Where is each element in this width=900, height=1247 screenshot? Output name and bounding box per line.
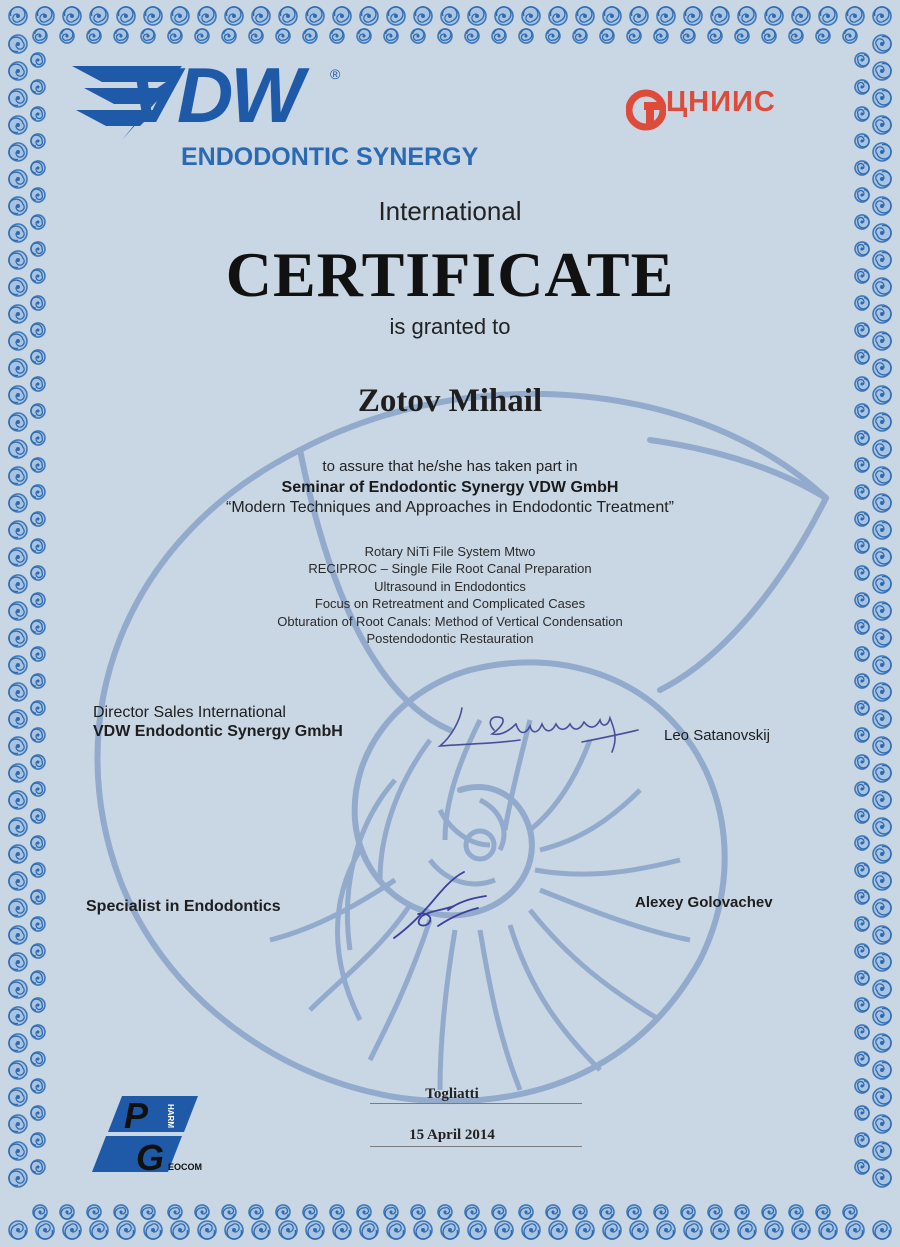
topic-item: Obturation of Root Canals: Method of Vertical Condensation [277,613,623,629]
topic-item: Postendodontic Restauration [366,631,534,647]
topics-list [0,543,900,647]
cniis-emblem-icon [626,88,666,132]
issue-date: 15 April 2014 [409,1127,495,1143]
pharm-logo-text-2: EOCOM [168,1162,203,1172]
signatory-1-name: Leo Satanovskij [664,727,770,744]
recipient-name: Zotov Mihail [357,383,543,419]
issue-place: Togliatti [425,1086,479,1102]
topic-item: Focus on Retreatment and Complicated Cases [314,596,586,612]
signatory-1-title [93,703,343,741]
seminar-name: Seminar of Endodontic Synergy VDW GmbH [281,479,619,496]
registered-mark: ® [330,66,341,82]
assure-text: to assure that he/she has taken part in [322,458,578,475]
signatory-1-organization: VDW Endodontic Synergy GmbH [93,723,343,740]
topic-item: Rotary NiTi File System Mtwo [364,544,536,559]
place-underline [370,1103,582,1104]
signatory-1-role: Director Sales International [93,704,286,721]
date-underline [370,1146,582,1147]
signatory-2-name: Alexey Golovachev [635,894,773,911]
cniis-logo-text: ЦНИИС [666,86,776,118]
topic-item: RECIPROC – Single File Root Canal Preparation [308,561,592,577]
signature-golovachev [388,866,498,946]
pharmgeocom-logo [92,1092,232,1182]
topic-item: Ultrasound in Endodontics [374,578,526,594]
course-title: “Modern Techniques and Approaches in Endodontic Treatment” [226,499,674,516]
certificate-title: CERTIFICATE [225,239,675,310]
vdw-tagline: ENDODONTIC SYNERGY [181,143,479,171]
title-pre: International [378,196,522,226]
pharm-logo-text-1: HARM [166,1104,175,1128]
svg-text:P: P [124,1095,149,1136]
title-post: is granted to [389,314,511,339]
vdw-logo-text: VDW [128,51,301,139]
svg-text:G: G [136,1137,165,1178]
signature-satanovskij [432,700,652,770]
signatory-2-role: Specialist in Endodontics [86,898,281,915]
